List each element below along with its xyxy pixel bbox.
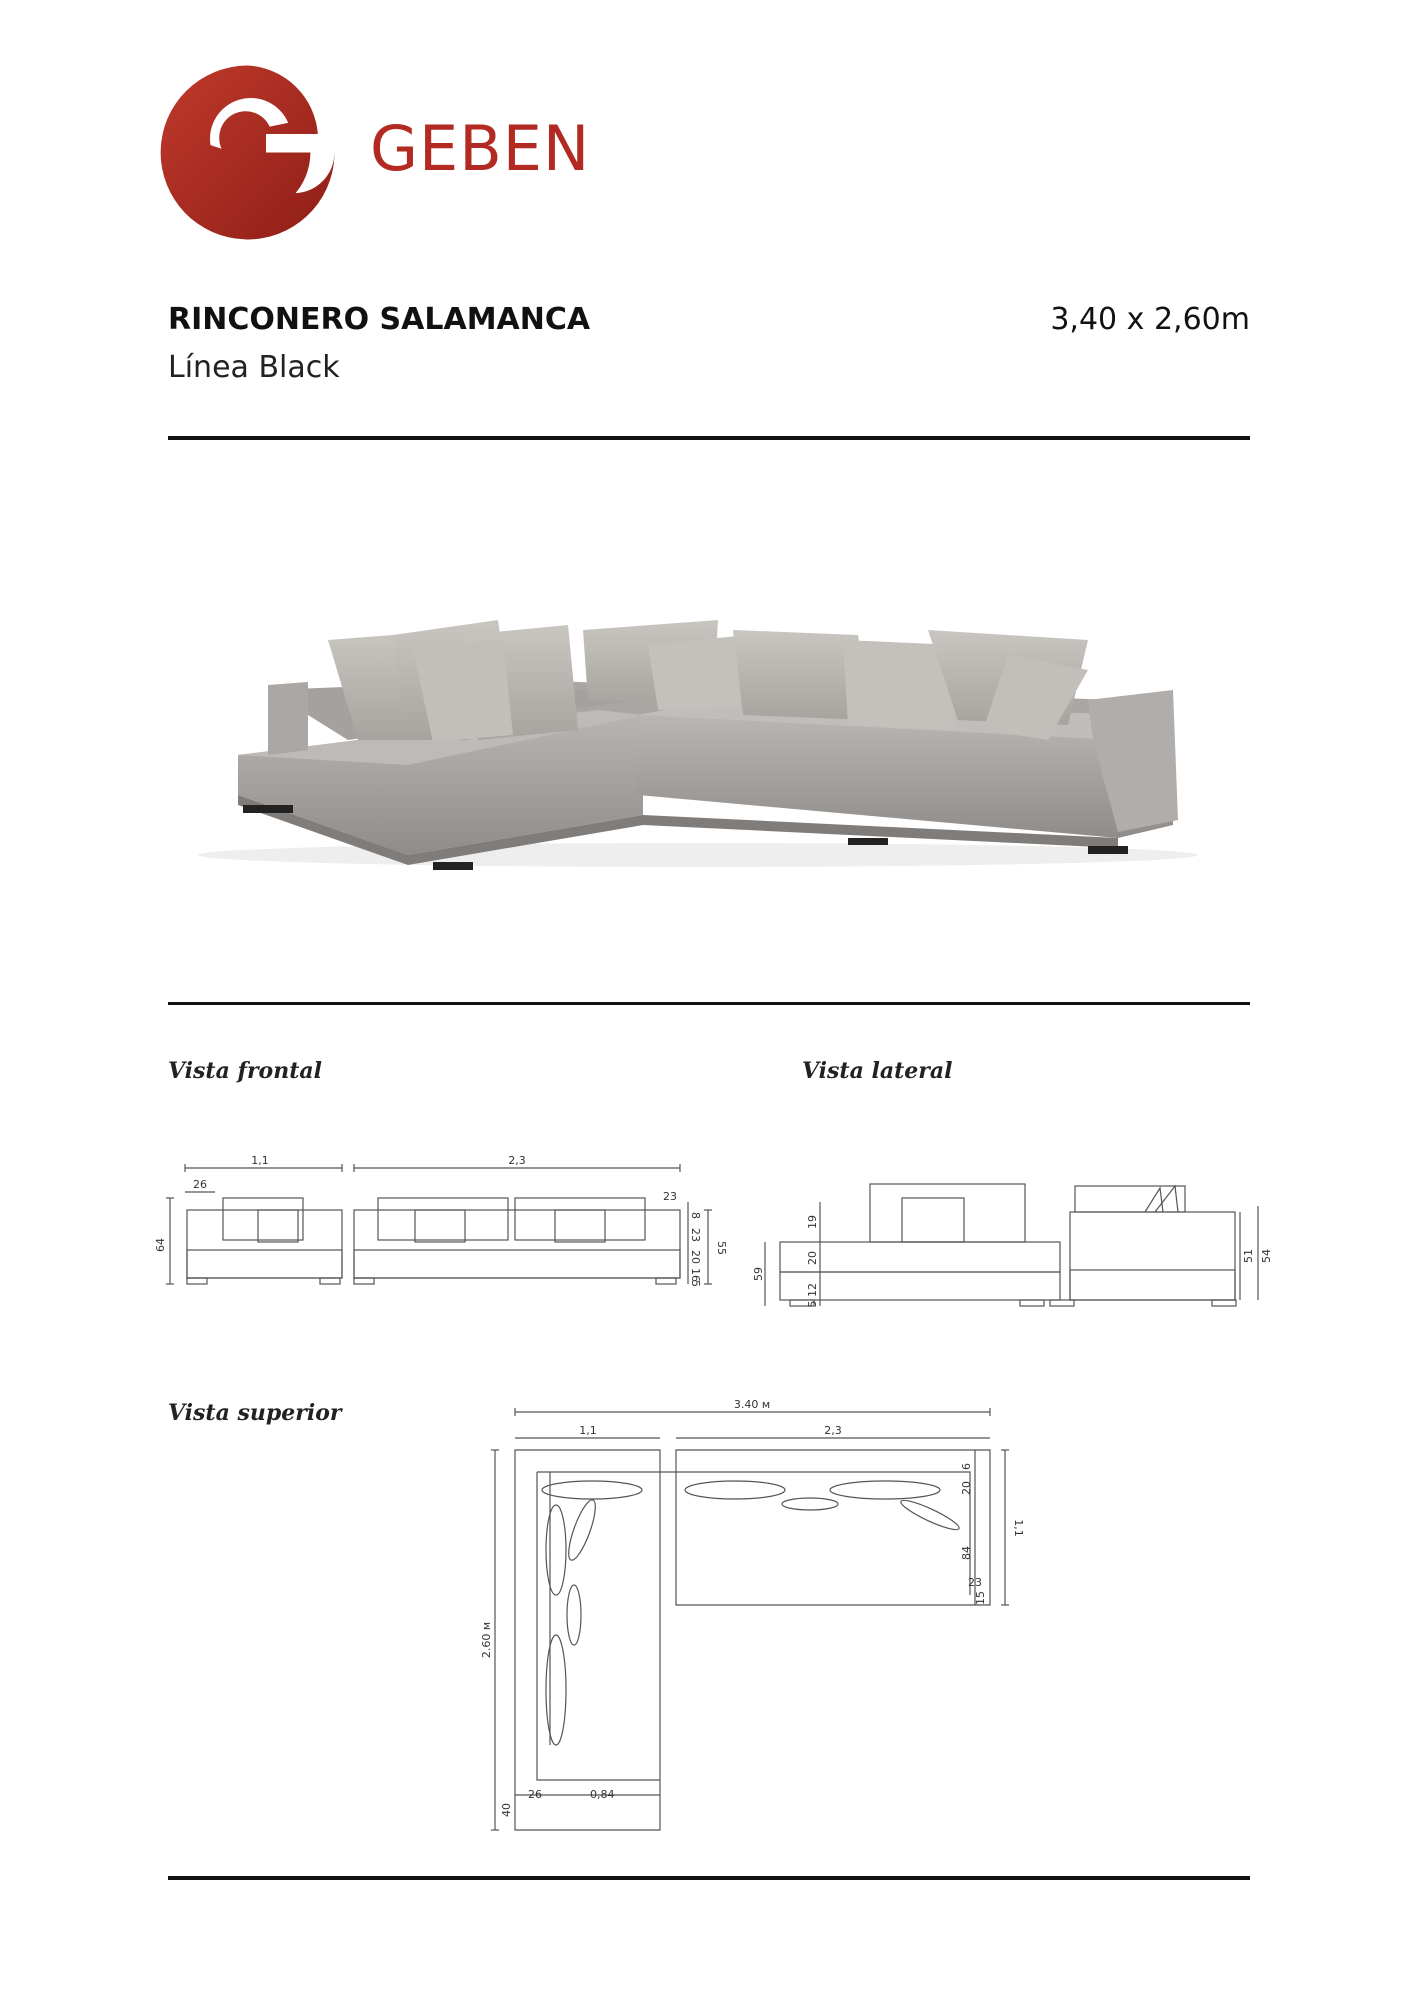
top-dim-6: 6 — [960, 1463, 973, 1470]
side-view-drawing — [750, 1170, 1290, 1320]
top-dim-1-1-w: 1,1 — [579, 1424, 597, 1437]
side-dim-20: 20 — [806, 1251, 819, 1265]
side-dim-19: 19 — [806, 1215, 819, 1229]
product-line: Línea Black — [168, 350, 340, 385]
top-dim-3-40: 3.40 м — [733, 1398, 771, 1411]
front-dim-col8: 8 — [689, 1212, 702, 1219]
side-view-label: Vista lateral — [802, 1058, 953, 1084]
front-dim-23: 23 — [663, 1190, 677, 1203]
top-view-label: Vista superior — [168, 1400, 342, 1426]
top-dim-2-60: 2.60 м — [480, 1621, 493, 1659]
sofa-photo — [168, 590, 1250, 870]
divider-bottom — [168, 1876, 1250, 1880]
side-dim-12: 12 — [806, 1283, 819, 1297]
top-dim-84: 84 — [960, 1546, 973, 1560]
product-dimensions: 3,40 x 2,60m — [1050, 302, 1250, 337]
front-view-drawing — [154, 1150, 728, 1310]
divider-top — [168, 436, 1250, 440]
side-dim-59: 59 — [752, 1267, 765, 1281]
top-dim-1-1-d: 1,1 — [1012, 1519, 1025, 1537]
side-dim-5: 5 — [806, 1300, 819, 1308]
top-dim-2-3: 2,3 — [824, 1424, 842, 1437]
front-dim-26: 26 — [193, 1178, 207, 1191]
front-dim-col20: 20 — [689, 1250, 702, 1264]
top-dim-23: 23 — [968, 1576, 982, 1589]
front-dim-col23: 23 — [689, 1228, 702, 1242]
top-dim-40: 40 — [500, 1803, 513, 1817]
geben-logo-icon — [155, 60, 340, 245]
top-dim-20: 20 — [960, 1481, 973, 1495]
side-dim-54: 54 — [1260, 1249, 1273, 1263]
front-dim-64: 64 — [154, 1238, 167, 1252]
product-title: RINCONERO SALAMANCA — [168, 302, 591, 337]
top-dim-0-84: 0,84 — [590, 1788, 615, 1801]
top-dim-15: 15 — [974, 1591, 987, 1605]
top-dim-26: 26 — [528, 1788, 542, 1801]
side-dim-51: 51 — [1242, 1249, 1255, 1263]
front-dim-55: 55 — [715, 1241, 728, 1255]
brand-name: GEBEN — [370, 112, 591, 185]
top-view-drawing — [470, 1400, 1030, 1840]
front-dim-col5: 5 — [689, 1280, 702, 1287]
front-view-label: Vista frontal — [168, 1058, 322, 1084]
front-dim-col16: 16 — [689, 1268, 702, 1282]
front-dim-1-1: 1,1 — [251, 1154, 269, 1167]
divider-middle — [168, 1002, 1250, 1005]
front-dim-2-3: 2,3 — [508, 1154, 526, 1167]
